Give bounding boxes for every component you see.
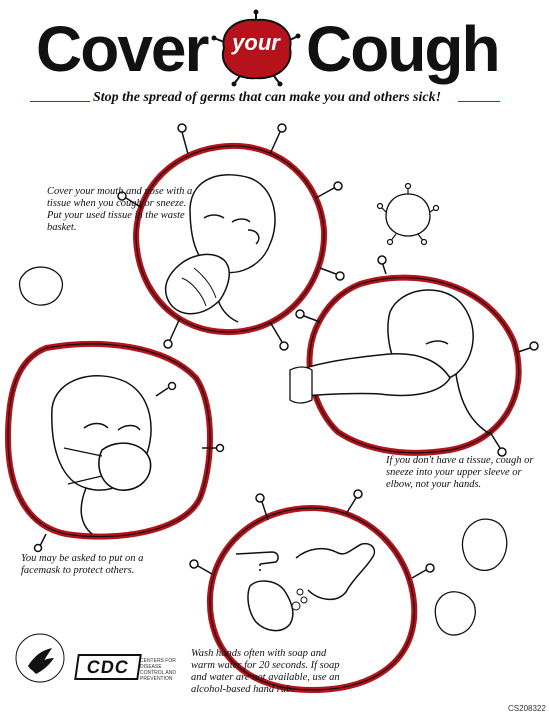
subtitle-rule-left: [30, 101, 90, 102]
subtitle: Stop the spread of germs that can make you and others sick!: [92, 90, 442, 105]
panel-3-caption: You may be asked to put on a facemask to protect others.: [21, 553, 144, 576]
panel-2-caption: If you don't have a tissue, cough or sneeze into your upper sleeve or elbow, not your hands.: [386, 455, 534, 490]
panel-sleeve-germ: [290, 262, 530, 462]
title-cough: Cough: [306, 13, 499, 85]
panel-facemask-germ: [6, 338, 220, 542]
germ-icon: [432, 588, 478, 640]
poster-title: [0, 8, 550, 88]
panel-4-caption: Wash hands often with soap and warm water for 20 seconds. If soap and water are not available, use an alcohol-based hand rub.: [191, 648, 340, 695]
germ-icon: [378, 184, 438, 244]
cdc-subtext: CENTERS FOR DISEASE CONTROL AND PREVENTION: [140, 658, 176, 682]
cdc-logo: [76, 654, 176, 688]
cdc-wordmark: CDC: [74, 654, 142, 680]
panel-1-caption: Cover your mouth and nose with a tissue when you cough or sneeze. Put your used tissue in the waste basket.: [47, 186, 193, 233]
germ-icon: [460, 514, 510, 576]
title-cover: Cover: [36, 13, 208, 85]
title-your: your: [232, 30, 280, 55]
subtitle-rule-right: [458, 101, 500, 102]
publication-code: CS208322: [508, 704, 546, 713]
subtitle-row: [30, 90, 500, 112]
hhs-eagle-seal-icon: [14, 632, 66, 684]
germ-icon: [16, 262, 66, 308]
